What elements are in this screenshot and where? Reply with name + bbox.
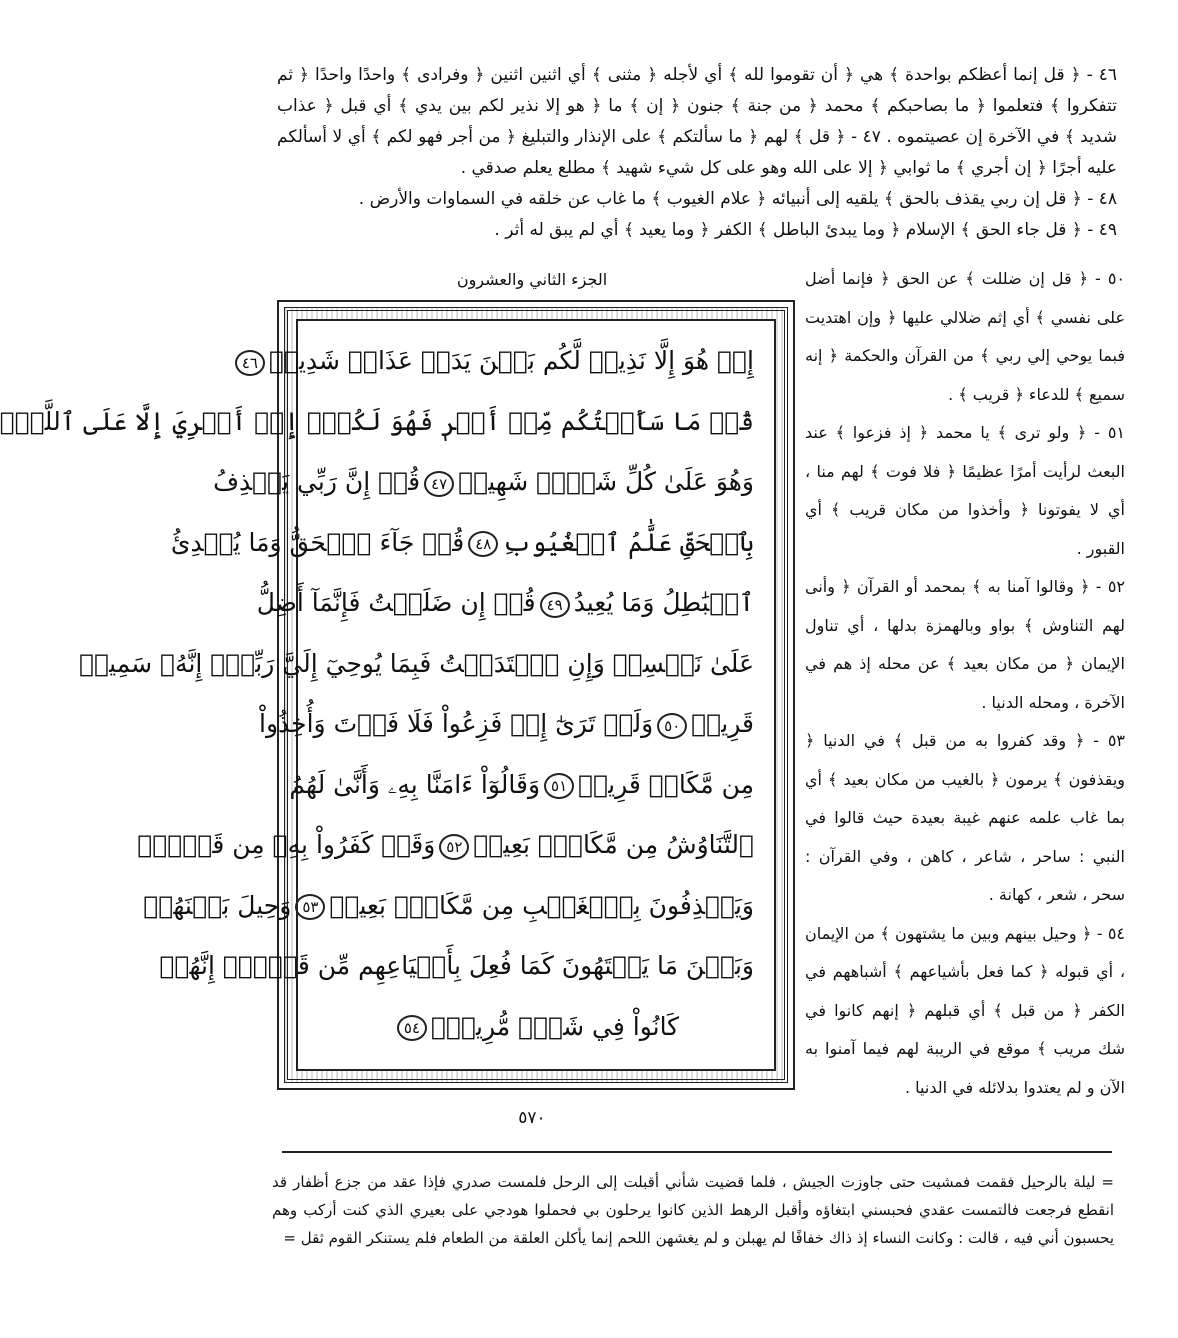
verse-text: قُلۡ جَآءَ ٱلۡحَقُّ وَمَا يُبۡدِئُ — [170, 527, 465, 557]
commentary-paragraph: ٥٠ - ﴿ قل إن ضللت ﴾ عن الحق ﴿ فإنما أضل على نفسي ﴾ أي إثم ضلالي عليها ﴿ وإن اهتديت فبما يوحي إلي ربي ﴾ من القرآن والحكمة ﴿ إنه سميع ﴾ للدعاء ﴿ قريب ﴾ . — [805, 269, 1125, 404]
verse-text: وَقَدۡ كَفَرُواْ بِهِۦ مِن قَبۡلُۖ — [137, 830, 436, 859]
verse-text: ٱلۡبَٰطِلُ وَمَا يُعِيدُ — [573, 588, 754, 617]
footnote-divider — [282, 1151, 1112, 1153]
verse-text: وَقَالُوٓاْ ءَامَنَّا بِهِۦ وَأَنَّىٰ لَهُمُ — [289, 769, 541, 799]
verse-number-marker: ٥٣ — [295, 894, 325, 920]
verse-text: وَبَيۡنَ مَا يَشۡتَهُونَ كَمَا فُعِلَ بِأَشۡيَاعِهِم مِّن قَبۡلُۚ إِنَّهُمۡ — [159, 951, 754, 980]
side-commentary — [805, 260, 1125, 1107]
commentary-paragraph: ٤٦ - ﴿ قل إنما أعظكم بواحدة ﴾ هي ﴿ أن تقوموا لله ﴾ أي لأجله ﴿ مثنى ﴾ أي اثنين اثنين ﴿ وفرادى ﴾ واحدًا واحدًا ﴿ ثم تتفكروا ﴾ فتعلموا ﴿ ما بصاحبكم ﴾ محمد ﴿ من جنة ﴾ جنون ﴿ إن ﴾ ما ﴿ هو إلا نذير لكم بين يدي ﴾ أي قبل ﴿ عذاب شديد ﴾ في الآخرة إن عصيتموه . ٤٧ - ﴿ قل ﴾ لهم ﴿ ما سألتكم ﴾ على الإنذار والتبليغ ﴿ من أجر فهو لكم ﴾ أي لا أسألكم عليه أجرًا ﴿ إن أجري ﴾ ما ثوابي ﴿ إلا على الله وهو على كل شيء شهيد ﴾ مطلع يعلم صدقي . — [277, 65, 1117, 178]
verse-number-marker: ٤٦ — [235, 350, 265, 376]
quran-frame — [0, 300, 795, 1090]
verse-text: ٱلتَّنَاوُشُ مِن مَّكَانِۭ بَعِيدٖ — [473, 830, 754, 859]
quran-line — [256, 573, 754, 634]
verse-text: قَرِيبٞ — [691, 709, 754, 738]
verse-number-marker: ٥١ — [544, 773, 574, 799]
verse-text: قُلۡ إِنَّ رَبِّي يَقۡذِفُ — [213, 467, 421, 496]
commentary-paragraph: ٤٩ - ﴿ قل جاء الحق ﴾ الإسلام ﴿ وما يبدئ الباطل ﴾ الكفر ﴿ وما يعيد ﴾ أي لم يبق له أثر . — [494, 220, 1117, 240]
verse-text: بِٱلۡحَقِّ عَلَّٰمُ ٱلۡغُيُوبِ — [502, 527, 754, 557]
quran-line — [79, 634, 754, 695]
quran-line — [170, 513, 754, 574]
verse-text: عَلَىٰ نَفۡسِيۖ وَإِنِ ٱهۡتَدَيۡتُ فَبِمَا يُوحِيٓ إِلَيَّ رَبِّيٓۚ إِنَّهُۥ سَمِيعٞ — [79, 648, 754, 678]
quran-line — [143, 876, 754, 937]
commentary-paragraph: ٥٢ - ﴿ وقالوا آمنا به ﴾ بمحمد أو القرآن ﴿ وأنى لهم التناوش ﴾ بواو وبالهمزة بدلها ، أي تناول الإيمان ﴿ من مكان بعيد ﴾ عن محله إذ هم في الآخرة ، ومحله الدنيا . — [805, 577, 1125, 712]
verse-number-marker: ٤٨ — [468, 531, 498, 557]
quran-line — [241, 331, 754, 392]
footnote — [272, 1168, 1114, 1252]
quran-text-panel — [0, 319, 776, 1071]
verse-text: وَحِيلَ بَيۡنَهُمۡ — [143, 890, 292, 920]
page-number: ٥٧٠ — [518, 1108, 546, 1128]
verse-number-marker: ٥٠ — [657, 713, 687, 739]
footnote-text: = ليلة بالرحيل فقمت فمشيت حتى جاوزت الجيش ، فلما قضيت شأني أقبلت إلى الرحل فلمست صدري فإذا عقد من جزع أظفار قد انقطع فرجعت فالتمست عقدي فحبسني ابتغاؤه وأقبل الرهط الذين كانوا يرحلون بي فحملوا هودجي على بعيري الذي كنت أركب وهم يحسبون أني فيه ، قالت : وكانت النساء إذ ذاك خفافًا لم يهبلن و لم يغشهن اللحم إنما يأكلن العلقة من الطعام فلم يستنكر القوم ثقل = — [272, 1173, 1114, 1247]
verse-text: قُلۡ مَا سَأَلۡتُكُم مِّنۡ أَجۡرٖ فَهُوَ لَكُمۡۖ إِنۡ أَجۡرِيَ إِلَّا عَلَى ٱللَّهِۖ — [0, 406, 754, 436]
verse-text: وَيَقۡذِفُونَ بِٱلۡغَيۡبِ مِن مَّكَانِۭ بَعِيدٖ — [329, 890, 754, 920]
verse-text: وَهُوَ عَلَىٰ كُلِّ شَيۡءٖ شَهِيدٞ — [458, 467, 754, 496]
verse-text: كَانُواْ فِي شَكّٖ مُّرِيبِۭ — [431, 1011, 680, 1041]
commentary-paragraph: ٥١ - ﴿ ولو ترى ﴾ يا محمد ﴿ إذ فزعوا ﴾ عند البعث لرأيت أمرًا عظيمًا ﴿ فلا فوت ﴾ لهم منا ، أي لا يفوتونا ﴿ وأخذوا من مكان قريب ﴾ أي القبور . — [805, 423, 1125, 558]
juz-title: الجزء الثاني والعشرون — [456, 270, 608, 289]
quran-line — [289, 755, 754, 816]
quran-line — [137, 815, 754, 876]
quran-line — [259, 694, 754, 755]
verse-text: وَلَوۡ تَرَىٰٓ إِذۡ فَزِعُواْ فَلَا فَوۡتَ وَأُخِذُواْ — [259, 709, 654, 738]
frame-border-ornament — [0, 307, 788, 1083]
quran-line — [318, 997, 754, 1058]
verse-text: مِن مَّكَانٖ قَرِيبٖ — [578, 769, 754, 799]
verse-text: قُلۡ إِن ضَلَلۡتُ فَإِنَّمَآ أَضِلُّ — [256, 588, 536, 617]
quran-text — [0, 331, 754, 1057]
commentary-paragraph: ٤٨ - ﴿ قل إن ربي يقذف بالحق ﴾ يلقيه إلى أنبيائه ﴿ علام الغيوب ﴾ ما غاب عن خلقه في السماوات والأرض . — [358, 189, 1117, 209]
verse-number-marker: ٤٧ — [424, 471, 454, 497]
top-commentary — [277, 60, 1117, 246]
quran-line — [159, 936, 754, 997]
verse-text: إِنۡ هُوَ إِلَّا نَذِيرٞ لَّكُم بَيۡنَ يَدَيۡ عَذَابٖ شَدِيدٖ — [268, 346, 754, 375]
quran-line — [213, 452, 754, 513]
verse-number-marker: ٤٩ — [540, 592, 570, 618]
quran-line — [0, 392, 754, 453]
commentary-paragraph: ٥٤ - ﴿ وحيل بينهم وبين ما يشتهون ﴾ من الإيمان ، أي قبوله ﴿ كما فعل بأشياعهم ﴾ أشباههم في الكفر ﴿ من قبل ﴾ أي قبلهم ﴿ إنهم كانوا في شك مريب ﴾ موقع في الريبة لهم فيما آمنوا به الآن و لم يعتدوا بدلائله في الدنيا . — [805, 923, 1125, 1097]
commentary-paragraph: ٥٣ - ﴿ وقد كفروا به من قبل ﴾ في الدنيا ﴿ ويقذفون ﴾ يرمون ﴿ بالغيب من مكان بعيد ﴾ أي بما غاب علمه عنهم غيبة بعيدة حيث قالوا في النبي : ساحر ، شاعر ، كاهن ، وفي القرآن : سحر ، شعر ، كهانة . — [805, 731, 1125, 904]
verse-number-marker: ٥٢ — [439, 834, 469, 860]
verse-number-marker: ٥٤ — [397, 1015, 427, 1041]
